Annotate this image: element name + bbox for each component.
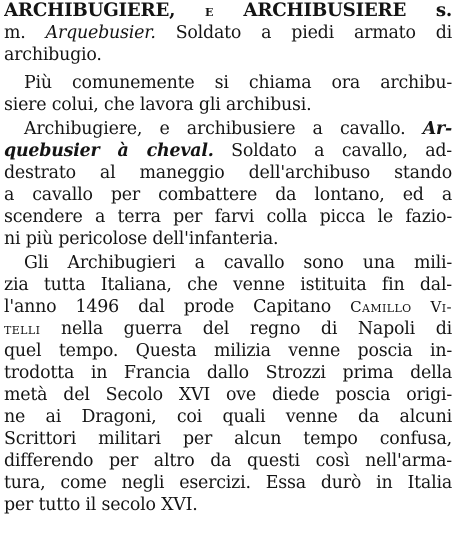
part-of-speech: s. <box>435 0 452 21</box>
paragraph-3-line: per tutto il secolo XVI. <box>4 495 198 515</box>
paragraph-3-text: l'anno 1496 dal prode Capitano <box>4 297 351 317</box>
paragraph-3-line: differendo per altro da questi così nell'arma- <box>4 451 452 471</box>
paragraph-3-line: zia tutta Italiana, che venne istituita fin dal- <box>4 275 452 295</box>
paragraph-3-line: Gli Archibugieri a cavallo sono una mili- <box>24 253 452 273</box>
paragraph-2-line <box>4 118 452 140</box>
headword-archibusiere: ARCHIBUSIERE <box>243 0 407 21</box>
subentry-title: Archibugiere, e archibusiere a cavallo. <box>24 119 406 139</box>
paragraph-3-text: nella guerra del regno di Napoli di <box>40 319 452 339</box>
definition-text: Soldato a piedi armato di <box>155 23 452 43</box>
paragraph-1-line: siere colui, che lavora gli archibusi. <box>4 95 312 115</box>
paragraph-3-line: trodotta in Francia dallo Strozzi prima della <box>4 363 452 383</box>
french-equivalent: Ar- <box>422 119 452 139</box>
definition-line-end: archibugio. <box>4 45 102 65</box>
paragraph-2-text: Soldato a cavallo, ad- <box>213 141 452 161</box>
paragraph-3-line <box>4 296 452 318</box>
headword-conjunction: e <box>204 2 214 20</box>
paragraph-3-line: tura, come negli esercizi. Essa durò in Italia <box>4 473 452 493</box>
person-name: telli <box>4 320 41 338</box>
paragraph-1-line: Più comunemente si chiama ora archibu- <box>24 73 452 93</box>
person-name: Camillo Vi- <box>350 298 452 316</box>
paragraph-2-line: scendere a terra per farvi colla picca le fazio- <box>4 207 452 227</box>
paragraph-2-line: ni più pericolose dell'infanteria. <box>4 229 279 249</box>
french-equivalent: Arquebusier. <box>45 23 156 43</box>
headword-separator: , <box>169 0 205 21</box>
french-equivalent: quebusier à cheval. <box>4 141 214 161</box>
gender-label: m. <box>4 23 26 43</box>
definition-line <box>4 22 452 44</box>
paragraph-3-line: metà del Secolo XVI ove diede poscia origi- <box>4 385 452 405</box>
paragraph-2-line <box>4 140 452 162</box>
paragraph-3-line: quel tempo. Questa milizia venne poscia in- <box>4 341 452 361</box>
paragraph-2-line: destrato al maneggio dell'archibuso stando <box>4 163 452 183</box>
paragraph-3-line: ne ai Dragoni, coi quali venne da alcuni <box>4 407 452 427</box>
headword-archibugiere: ARCHIBUGIERE <box>4 0 170 21</box>
entry-headline <box>4 0 452 22</box>
paragraph-2-line: a cavallo per combattere da lontano, ed a <box>4 185 452 205</box>
paragraph-3-line: Scrittori militari per alcun tempo confusa, <box>4 429 452 449</box>
paragraph-3-line <box>4 318 452 340</box>
